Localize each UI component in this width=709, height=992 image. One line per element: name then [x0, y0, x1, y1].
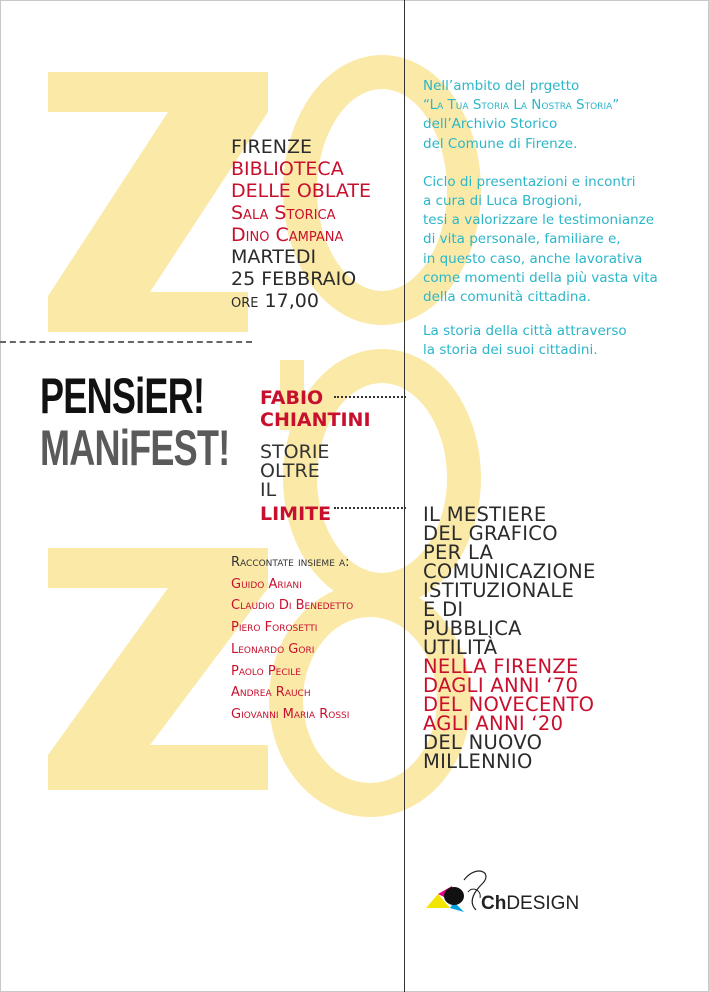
subtitle-line3: IL	[260, 479, 277, 501]
venue-room-line2: Dino Campana	[231, 224, 344, 246]
title-line1: PENSiER!	[40, 368, 205, 424]
intro-line: di vita personale, familiare e,	[423, 231, 621, 248]
contributors-block	[231, 552, 353, 726]
contributor-name: Piero Forosetti	[231, 620, 318, 636]
intro-spacer	[423, 154, 658, 173]
contributor-name: Guido Ariani	[231, 576, 302, 592]
mestiere-line: PER LA	[423, 541, 494, 564]
mestiere-line: DEL GRAFICO	[423, 522, 558, 545]
mestiere-line: IL MESTIERE	[423, 503, 547, 526]
intro-line: a cura di Luca Brogioni,	[423, 193, 583, 210]
logo-wordmark-rest: DESIGN	[506, 893, 580, 914]
subtitle-block	[260, 443, 329, 500]
intro-line: dell’Archivio Storico	[423, 116, 558, 133]
mestiere-line: MILLENNIO	[423, 750, 533, 773]
mestiere-line: COMUNICAZIONE	[423, 560, 596, 583]
mestiere-line: DEL NUOVO	[423, 731, 543, 754]
mestiere-line: PUBBLICA	[423, 617, 522, 640]
contributor-name: Leonardo Gori	[231, 641, 315, 657]
intro-spacer	[423, 307, 658, 322]
intro-line: Nell’ambito del prgetto	[423, 78, 580, 94]
contributor-name: Giovanni Maria Rossi	[231, 706, 350, 722]
venue-time: ore 17,00	[231, 290, 319, 312]
subtitle-line1: STORIE	[260, 441, 330, 463]
venue-date: 25 FEBBRAIO	[231, 268, 357, 290]
title-line2: MANiFEST!	[40, 420, 230, 476]
intro-line: “La Tua Storia La Nostra Storia”	[423, 97, 620, 114]
intro-line: la storia dei suoi cittadini.	[423, 342, 598, 359]
mestiere-block	[423, 505, 596, 771]
intro-line: del Comune di Firenze.	[423, 135, 578, 152]
mestiere-red-line: NELLA FIRENZE	[423, 655, 579, 678]
intro-line: come momenti della più vasta vita	[423, 269, 658, 286]
intro-text	[423, 77, 658, 361]
mestiere-line: ISTITUZIONALE	[423, 579, 575, 602]
author-last: CHIANTINI	[260, 409, 371, 431]
intro-line: La storia della città attraverso	[423, 323, 627, 340]
contributors-heading: Raccontate insieme a:	[231, 555, 350, 570]
contributor-name: Andrea Rauch	[231, 685, 311, 701]
intro-line: Ciclo di presentazioni e incontri	[423, 173, 636, 190]
venue-block	[231, 136, 371, 312]
contributor-name: Paolo Pecile	[231, 663, 301, 679]
venue-place-line1: BIBLIOTECA	[231, 158, 344, 180]
venue-city: FIRENZE	[231, 136, 312, 158]
logo-wordmark	[481, 893, 579, 915]
author-first: FABIO	[260, 387, 324, 409]
venue-place-line2: DELLE OBLATE	[231, 180, 371, 202]
author-name	[260, 387, 371, 431]
venue-day: MARTEDI	[231, 246, 317, 268]
dotted-connector-bottom	[334, 507, 406, 509]
mestiere-red-line: DEL NOVECENTO	[423, 693, 595, 716]
mestiere-red-line: AGLI ANNI ‘20	[423, 712, 564, 735]
mestiere-line: UTILITÀ	[423, 636, 498, 659]
subtitle-line2: OLTRE	[260, 460, 320, 482]
mestiere-line: E DI	[423, 598, 464, 621]
subtitle-line4: LIMITE	[260, 503, 332, 525]
mestiere-red-line: DAGLI ANNI ‘70	[423, 674, 579, 697]
intro-line: in questo caso, anche lavorativa	[423, 250, 643, 267]
intro-line: tesi a valorizzare le testimonianze	[423, 212, 655, 229]
vertical-divider	[404, 0, 405, 992]
contributor-name: Claudio Di Benedetto	[231, 598, 354, 614]
intro-line: della comunità cittadina.	[423, 289, 591, 306]
dashed-divider	[0, 341, 252, 343]
logo-wordmark-bold: Ch	[481, 893, 507, 914]
venue-room-line1: Sala Storica	[231, 202, 336, 224]
